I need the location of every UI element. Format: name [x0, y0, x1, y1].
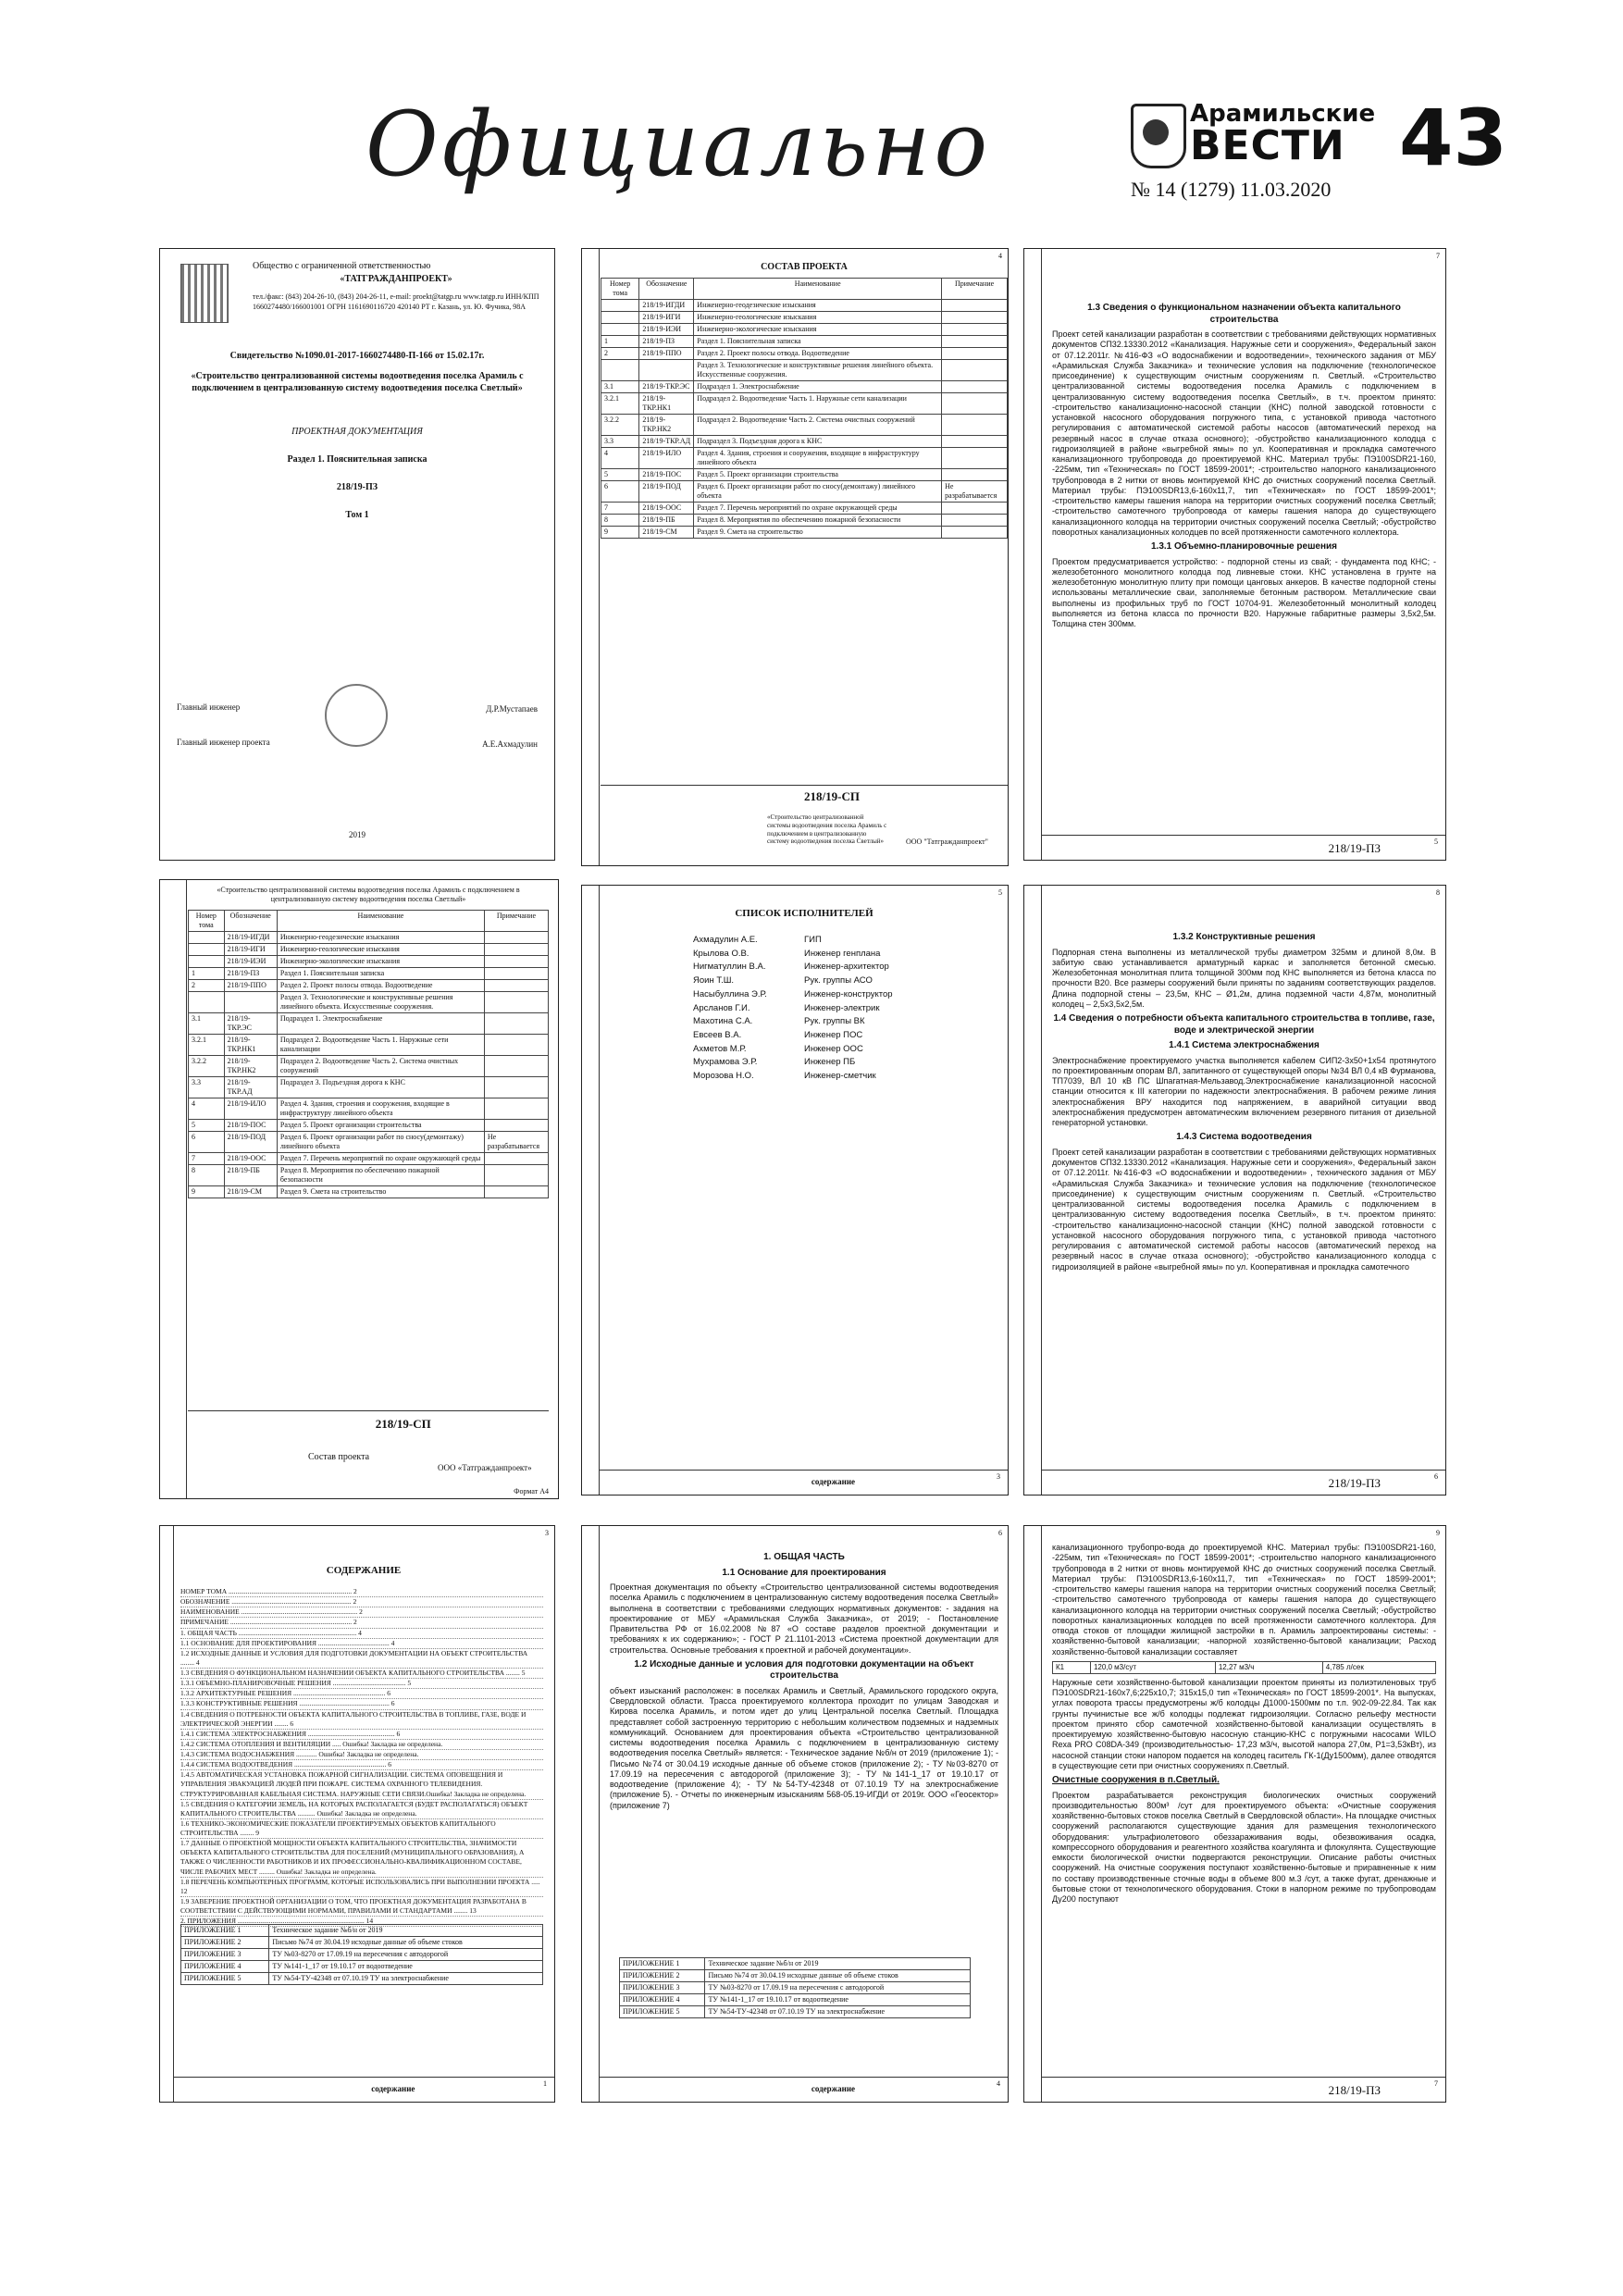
table-cell: 12,27 м3/ч [1215, 1661, 1322, 1673]
table-row [601, 323, 1008, 335]
table-cell [484, 1120, 548, 1132]
newspaper-header [0, 0, 1623, 222]
table-cell: Техническое задание №б/н от 2019 [269, 1925, 543, 1937]
table-cell [484, 1186, 548, 1198]
table-cell: Не разрабатывается [484, 1132, 548, 1153]
table-cell: Инженерно-геологические изыскания [277, 944, 484, 956]
table-cell [942, 468, 1008, 480]
table-row [620, 2006, 971, 2018]
toc-item: 1.1 ОСНОВАНИЕ ДЛЯ ПРОЕКТИРОВАНИЯ ......................................... 4 [180, 1639, 543, 1649]
table-cell: 218/19-СМ [639, 526, 694, 538]
title-block: 218/19-ПЗ 5 [1041, 835, 1445, 860]
sheet-functional-purpose: 7 1.3 Сведения о функциональном назначении объекта капитального строительства Проект сетей канализации разработан в соответствии с требованиями действующих нормативных документов СП32.13330.2012 «Канализация. Наружные сети и сооружения», Федеральный закон от 07.12.2011г. №416-ФЗ «О водоснабжении и водоотведении», технического задания от МБУ «Арамильская Служба Заказчика» и технические условия на подключение (технологическое присоединение) к существующим очистным сооружениям п. Светлый. «Строительство централизованной системы водоотведения поселка Арамиль с подключением в централизованную систему водоотведения поселка Светлый», в т.ч. проектом принято: -строительство канализационно-насосной станции (КНС) полной заводской готовности с установкой насосного оборудования погружного типа, с установкой привода частотного регулирования с автоматической системой работы насосов (автоматический переход на резервный насос в случае отказа основного); -обустройство канализационного колодца с гидроизоляцией в районе «выгребной ямы» по ул. Кооперативная и прокладка самотечного канализационного трубопровода до проектируемой КНС. Материал трубы: ПЭ100SDR21-160, -225мм, тип «Техническая» по ГОСТ 18599-2001*; -строительство напорного канализационного трубопровода в 2 нитки от вновь монтируемой КНС до очистных сооружений поселка Светлый. Материал трубы: ПЭ100SDR13,6-160х11,7, тип «Техническая» по ГОСТ 18599-2001*; -строительство камеры гашения напора на территории очистных сооружений поселка Светлый; -строительство самотечного трубопровода от камеры гашения напора до существующего канализационного колодца на территории очистных сооружений поселка Светлый; -обустройство поворотных канализационных колодцев по всей протяженности самотечного коллектора. 1.3.1 Объемно-планировочные решения Проектом предусматривается устройство: - подпорной стены из свай; - фундамента под КНС; - железобетонного монолитного колодца под ливневые стоки. КНС установлена в грунте на железобетонную монолитную плиту при помощи цанговых анкеров. В качестве подпорной стены использованы металлические сваи, заполняемые бетонным раствором. Металлические сваи выполнены из профильных труб по ГОСТ 10704-91. Железобетонный монолитный колодец выполняется из бетона класса по прочности В20. Наружные габаритные размеры 3,5х2,5м. Толщина стен 300мм. 218/19-ПЗ 5 [1023, 248, 1446, 861]
table-cell: Раздел 7. Перечень мероприятий по охране окружающей среды [694, 502, 942, 514]
table-row [181, 1937, 543, 1949]
table-row [189, 956, 549, 968]
sheet-composition-a4: «Строительство централизованной системы водоотведения поселка Арамиль с подключением в централизованную систему водоотведения поселка Светлый» Номер тома Обозначение Наименование Примечание 218/19-ИГДИ Инженерно-геодезические изыскания 218/19-ИГИ Инженерно-геологические изыскания 218/19-ИЭИ Инженерно-экологические изыскания 1 218/19-ПЗ Раздел 1. Пояснительная записка 2 218/19-ППО Раздел 2. Проект полосы отвода. Водоотведение Раздел 3. Технологические и конструктивные решения линейного объекта. Искусственные сооружения. 3.1 218/19-ТКР.ЭС Подраздел 1. Электроснабжение 3.2.1 218/19-ТКР.НК1 Подраздел 2. Водоотведение Часть 1. Наружные сети канализации 3.2.2 218/19-ТКР.НК2 Подраздел 2. Водоотведение Часть 2. Система очистных сооружений 3.3 218/19-ТКР.АД Подраздел 3. Подъездная дорога к КНС 4 218/19-ИЛО Раздел 4. Здания, строения и сооружения, входящие в инфраструктуру линейного объекта 5 218/19-ПОС Раздел 5. Проект организации строительства 6 218/19-ПОД Раздел 6. Проект организации работ по сносу(демонтажу) линейного объекта Не разрабатывается 7 218/19-ООС Раздел 7. Перечень мероприятий по охране окружающей среды 8 218/19-ПБ Раздел 8. Мероприятия по обеспечению пожарной безопасности 9 218/19-СМ Раздел 9. Смета на строительство 218/19-СП Состав проекта ООО «Татгражданпроект» Формат А4 [159, 879, 559, 1499]
table-cell: ПРИЛОЖЕНИЕ 5 [181, 1973, 269, 1985]
toc-item: 1.4.3 СИСТЕМА ВОДОСНАБЖЕНИЯ ............ Ошибка! Закладка не определена. [180, 1750, 543, 1760]
toc-item: НОМЕР ТОМА ....................................................................... 2 [180, 1587, 543, 1597]
toc-item: 1.3.1 ОБЪЕМНО-ПЛАНИРОВОЧНЫЕ РЕШЕНИЯ .......................................... 5 [180, 1679, 543, 1689]
table-header: Обозначение [639, 278, 694, 299]
table-cell [484, 1098, 548, 1120]
table-row [189, 968, 549, 980]
toc-item: 1.5 СВЕДЕНИЯ О КАТЕГОРИИ ЗЕМЕЛЬ, НА КОТОРЫХ РАСПОЛАГАЕТСЯ (БУДЕТ РАСПОЛАГАТЬСЯ) ОБЪЕКТ КАПИТАЛЬНОГО СТРОИТЕЛЬСТВА .......... Ошибка! Закладка не определена. [180, 1800, 543, 1819]
table-cell: 218/19-ПЗ [224, 968, 277, 980]
table-cell: Раздел 6. Проект организации работ по сносу(демонтажу) линейного объекта [694, 480, 942, 502]
toc-item: 1.4.5 АВТОМАТИЧЕСКАЯ УСТАНОВКА ПОЖАРНОЙ СИГНАЛИЗАЦИИ. СИСТЕМА ОПОВЕЩЕНИЯ И УПРАВЛЕНИЯ ЭВАКУАЦИЕЙ ЛЮДЕЙ ПРИ ПОЖАРЕ. СИСТЕМА ОХРАННОГО ТЕЛЕВИДЕНИЯ. СТРУКТУРИРОВАННАЯ КАБЕЛЬНАЯ СИСТЕМА. НАРУЖНЫЕ СЕТИ СВЯЗИ.Ошибка! Закладка не определена. [180, 1770, 543, 1799]
table-cell [189, 932, 225, 944]
table-cell: 218/19-ПОС [639, 468, 694, 480]
table-cell: ТУ №141-1_17 от 19.10.17 от водоотведение [269, 1961, 543, 1973]
table-row [601, 480, 1008, 502]
table-cell: ТУ №141-1_17 от 19.10.17 от водоотведение [705, 1994, 971, 2006]
project-name: «Строительство централизованной системы водоотведения поселка Арамиль с подключением в централизованную систему водоотведения поселка Светлый» [191, 371, 524, 393]
toc-item: 1.9 ЗАВЕРЕНИЕ ПРОЕКТНОЙ ОРГАНИЗАЦИИ О ТОМ, ЧТО ПРОЕКТНАЯ ДОКУМЕНТАЦИЯ РАЗРАБОТАНА В СООТВЕТСТВИИ С ДЕЙСТВУЮЩИМИ НОРМАМИ, ПРАВИЛАМИ И СТАНДАРТАМИ ........ 13 [180, 1897, 543, 1917]
table-cell: Раздел 1. Пояснительная записка [694, 335, 942, 347]
table-cell: Инженерно-геологические изыскания [694, 311, 942, 323]
list-item: Мухрамова Э.Р. Инженер ПБ [693, 1057, 856, 1068]
toc-item: НАИМЕНОВАНИЕ ................................................................... 2 [180, 1607, 543, 1618]
table-cell: Инженерно-геодезические изыскания [277, 932, 484, 944]
table-cell: 4,785 л/сек [1322, 1661, 1435, 1673]
table-cell: 218/19-ТКР.ЭС [639, 380, 694, 392]
table-row [620, 1994, 971, 2006]
toc-item: 1.3.2 АРХИТЕКТУРНЫЕ РЕШЕНИЯ ..................................................... 6 [180, 1689, 543, 1699]
table-cell: 3.3 [189, 1077, 225, 1098]
table-cell: 2 [189, 980, 225, 992]
table-cell: 218/19-ИЭИ [224, 956, 277, 968]
title-block: 218/19-СП «Строительство централизованной системы водоотведения поселка Арамиль с подключением в централизованную систему водоотведения поселка Светлый» ООО "Татгражданпроект" [601, 785, 1008, 865]
table-cell: Инженерно-экологические изыскания [277, 956, 484, 968]
table-cell: 7 [601, 502, 639, 514]
table-cell [484, 1056, 548, 1077]
table-cell: 8 [189, 1165, 225, 1186]
table-cell [942, 359, 1008, 380]
table-cell: Письмо №74 от 30.04.19 исходные данные об объеме стоков [269, 1937, 543, 1949]
table-row [181, 1973, 543, 1985]
table-row [189, 1056, 549, 1077]
table-cell [942, 514, 1008, 526]
table-row [620, 1970, 971, 1982]
list-item: Крылова О.В. Инженер генплана [693, 948, 881, 959]
list-item: Насыбуллина Э.Р. Инженер-конструктор [693, 988, 893, 999]
sheet-general-part: 6 1. ОБЩАЯ ЧАСТЬ 1.1 Основание для проектирования Проектная документация по объекту «Строительство централизованной системы водоотведения поселка Арамиль с подключением в централизованную систему водоотведения поселка Светлый» выполнена в соответствии с требованиями следующих нормативных документов: - задания на проектирование от МБУ «Арамильская Служба Заказчика», от 2019; - Постановление Правительства РФ от 16.02.2008 №87 «О составе разделов проектной документации и требованиях к их содержанию»; - ГОСТ Р 21.1101-2013 «Система проектной документации для строительства. Основные требования к проектной и рабочей документации». 1.2 Исходные данные и условия для подготовки документации на объект строительства объект изысканий расположен: в поселках Арамиль и Светлый, Арамильского городского округа, Свердловской области. Трасса проектируемого коллектора проходит по улицам Заводская и Кирова поселка Арамиль, и потом идет до улиц Центральной поселка Светлый. Площадка представляет собой застроенную территорию с небольшим количеством подземных и надземных коммуникаций. Основанием для проектирования объекта «Строительство централизованной системы водоотведения поселка Арамиль с подключением в централизованную систему водоотведения поселка Светлый» является: - Техническое задание №б/н от 2019 (приложение 1); - Письмо №74 от 30.04.19 исходные данные об объеме стоков (приложение 2); - ТУ №03-8270 от 17.09.19 на пересечения с автодорогой (приложение 3); - ТУ №141-1_17 от 19.10.17 от водоотведение (приложение 4); - ТУ №54-ТУ-42348 от 07.10.19 ТУ на электроснабжение (приложение 5). - Отчеты по инженерным изысканиям 568-05.19-ИГДИ от 2019г. ООО «Геосектор» (приложение 7) ПРИЛОЖЕНИЕ 1 Техническое задание №б/н от 2019 ПРИЛОЖЕНИЕ 2 Письмо №74 от 30.04.19 исходные данные об объеме стоков ПРИЛОЖЕНИЕ 3 ТУ №03-8270 от 17.09.19 на пересечения с автодорогой ПРИЛОЖЕНИЕ 4 ТУ №141-1_17 от 19.10.17 от водоотведение ПРИЛОЖЕНИЕ 5 ТУ №54-ТУ-42348 от 07.10.19 ТУ на электроснабжение содержание 4 [581, 1525, 1009, 2103]
table-cell: Подраздел 1. Электроснабжение [694, 380, 942, 392]
table-cell: 3.1 [189, 1013, 225, 1035]
table-cell: Раздел 6. Проект организации работ по сносу(демонтажу) линейного объекта [277, 1132, 484, 1153]
title-block: содержание 3 [599, 1470, 1008, 1495]
table-cell [942, 323, 1008, 335]
appendix-table [619, 1957, 971, 2018]
table-cell: 218/19-ИЭИ [639, 323, 694, 335]
table-row [601, 311, 1008, 323]
table-cell [484, 956, 548, 968]
table-row [601, 335, 1008, 347]
table-cell [601, 323, 639, 335]
table-cell: 218/19-ИГИ [224, 944, 277, 956]
table-cell [484, 932, 548, 944]
table-row [181, 1949, 543, 1961]
table-cell: 218/19-ТКР.АД [224, 1077, 277, 1098]
list-item: Яоин Т.Ш. Рук. группы АСО [693, 975, 873, 987]
table-header: Примечание [942, 278, 1008, 299]
toc-item: 1.4.4 СИСТЕМА ВОДООТВЕДЕНИЯ ..................................................... 6 [180, 1760, 543, 1770]
table-row [601, 514, 1008, 526]
table-cell [484, 1153, 548, 1165]
table-cell: Подраздел 3. Подъездная дорога к КНС [277, 1077, 484, 1098]
toc-item: 1.8 ПЕРЕЧЕНЬ КОМПЬЮТЕРНЫХ ПРОГРАММ, КОТОРЫЕ ИСПОЛЬЗОВАЛИСЬ ПРИ ВЫПОЛНЕНИИ ПРОЕКТА ..... 12 [180, 1878, 543, 1897]
table-cell: Инженерно-геодезические изыскания [694, 299, 942, 311]
table-header: Примечание [484, 911, 548, 932]
table-cell: Раздел 7. Перечень мероприятий по охране окружающей среды [277, 1153, 484, 1165]
table-cell: 1 [189, 968, 225, 980]
table-cell: Раздел 9. Смета на строительство [694, 526, 942, 538]
table-cell: ПРИЛОЖЕНИЕ 4 [181, 1961, 269, 1973]
table-cell: 218/19-ТКР.НК1 [224, 1035, 277, 1056]
table-cell: 218/19-ППО [639, 347, 694, 359]
table-header: Обозначение [224, 911, 277, 932]
table-cell: 218/19-ИЛО [224, 1098, 277, 1120]
table-cell: 218/19-ООС [639, 502, 694, 514]
table-cell [484, 1077, 548, 1098]
table-cell: 6 [189, 1132, 225, 1153]
toc-item: 2. ПРИЛОЖЕНИЯ ......................................................................... 14 [180, 1917, 543, 1927]
list-item: Нигматуллин В.А. Инженер-архитектор [693, 962, 889, 973]
table-row [189, 932, 549, 944]
sheet-title-page: Общество с ограниченной ответственностью «ТАТГРАЖДАНПРОЕКТ» тел./факс: (843) 204-26-10, (843) 204-26-11, e-mail: proekt@tatgp.ru www.tatgp.ru ИНН/КПП 1660274480/166001001 ОГРН 1161690116720 420140 РТ г. Казань, ул. Ю. Фучика, 98А Свидетельство №1090.01-2017-1660274480-П-166 от 15.02.17г. «Строительство централизованной системы водоотведения поселка Арамиль с подключением в централизованную систему водоотведения поселка Светлый» ПРОЕКТНАЯ ДОКУМЕНТАЦИЯ Раздел 1. Пояснительная записка 218/19-ПЗ Том 1 Главный инженер Д.Р.Мустапаев Главный инженер проекта А.Е.Ахмадулин 2019 [159, 248, 555, 861]
table-cell: 7 [189, 1153, 225, 1165]
table-row [189, 944, 549, 956]
table-cell: Раздел 4. Здания, строения и сооружения, входящие в инфраструктуру линейного объекта [277, 1098, 484, 1120]
sheet-executors: 5 СПИСОК ИСПОЛНИТЕЛЕЙ Ахмадулин А.Е. ГИП Крылова О.В. Инженер генплана Нигматуллин В.А. Инженер-архитектор Яоин Т.Ш. Рук. группы АСО Насыбуллина Э.Р. Инженер-конструктор Арсланов Г.И. Инженер-электрик Махотина С.А. Рук. группы ВК Евсеев В.А. Инженер ПОС Ахметов М.Р. Инженер ООС Мухрамова Э.Р. Инженер ПБ Морозова Н.О. Инженер-сметчик содержание 3 [581, 885, 1009, 1496]
executors-list [693, 934, 893, 1084]
table-cell [484, 944, 548, 956]
table-cell: ПРИЛОЖЕНИЕ 1 [181, 1925, 269, 1937]
section-title: Официально [365, 93, 992, 196]
table-cell: 218/19-ТКР.НК1 [639, 392, 694, 414]
table-cell: 218/19-СМ [224, 1186, 277, 1198]
table-cell: 1 [601, 335, 639, 347]
table-row [189, 1186, 549, 1198]
table-cell: Инженерно-экологические изыскания [694, 323, 942, 335]
table-cell: 218/19-ПОД [224, 1132, 277, 1153]
table-cell: 4 [601, 447, 639, 468]
list-item: Махотина С.А. Рук. группы ВК [693, 1016, 865, 1027]
table-header: Наименование [694, 278, 942, 299]
table-cell: Раздел 8. Мероприятия по обеспечению пожарной безопасности [277, 1165, 484, 1186]
table-cell: 218/19-ТКР.АД [639, 435, 694, 447]
toc-item: ПРИМЕЧАНИЕ ...................................................................... 2 [180, 1618, 543, 1628]
toc-item: 1.6 ТЕХНИКО-ЭКОНОМИЧЕСКИЕ ПОКАЗАТЕЛИ ПРОЕКТИРУЕМЫХ ОБЪЕКТОВ КАПИТАЛЬНОГО СТРОИТЕЛЬСТВА ........ 9 [180, 1819, 543, 1839]
table-cell: Письмо №74 от 30.04.19 исходные данные об объеме стоков [705, 1970, 971, 1982]
table-cell: 218/19-ИГИ [639, 311, 694, 323]
table-cell: ПРИЛОЖЕНИЕ 4 [620, 1994, 705, 2006]
table-cell: 8 [601, 514, 639, 526]
toc-item: 1.7 ДАННЫЕ О ПРОЕКТНОЙ МОЩНОСТИ ОБЪЕКТА КАПИТАЛЬНОГО СТРОИТЕЛЬСТВА, ЗНАЧИМОСТИ ОБЪЕКТА КАПИТАЛЬНОГО СТРОИТЕЛЬСТВА ДЛЯ ПОСЕЛЕНИЙ (МУНИЦИПАЛЬНОГО ОБРАЗОВАНИЯ), А ТАКЖЕ О ЧИСЛЕННОСТИ РАБОТНИКОВ И ИХ ПРОФЕССИОНАЛЬНО-КВАЛИФИКАЦИОННОМ СОСТАВЕ, ЧИСЛЕ РАБОЧИХ МЕСТ ......... Ошибка! Закладка не определена. [180, 1839, 543, 1878]
table-cell: Раздел 3. Технологические и конструктивные решения линейного объекта. Искусственные сооружения. [277, 992, 484, 1013]
table-cell: 5 [601, 468, 639, 480]
table-cell: Раздел 4. Здания, строения и сооружения, входящие в инфраструктуру линейного объекта [694, 447, 942, 468]
table-cell [942, 435, 1008, 447]
table-cell: Раздел 2. Проект полосы отвода. Водоотведение [277, 980, 484, 992]
table-cell: 218/19-ИГДИ [639, 299, 694, 311]
company-seal-icon [325, 684, 388, 747]
table-cell: ТУ №54-ТУ-42348 от 07.10.19 ТУ на электроснабжение [705, 2006, 971, 2018]
table-cell [942, 335, 1008, 347]
certificate: Свидетельство №1090.01-2017-1660274480-П-166 от 15.02.17г. [229, 351, 485, 361]
table-cell: 218/19-ПЗ [639, 335, 694, 347]
table-cell: 9 [601, 526, 639, 538]
table-row [189, 1165, 549, 1186]
table-cell: 218/19-ТКР.НК2 [639, 414, 694, 435]
newspaper-logo: Арамильские ВЕСТИ [1131, 100, 1371, 174]
table-cell: 218/19-ООС [224, 1153, 277, 1165]
table-cell: Подраздел 3. Подъездная дорога к КНС [694, 435, 942, 447]
list-item: Ахметов М.Р. Инженер ООС [693, 1043, 863, 1054]
table-row [189, 980, 549, 992]
table-cell: Подраздел 1. Электроснабжение [277, 1013, 484, 1035]
title-block: 218/19-СП Состав проекта ООО «Татгражданпроект» [188, 1410, 549, 1485]
table-cell: К1 [1053, 1661, 1091, 1673]
table-cell: ПРИЛОЖЕНИЕ 3 [181, 1949, 269, 1961]
table-cell [189, 944, 225, 956]
title-block: 218/19-ПЗ 7 [1041, 2077, 1445, 2102]
table-cell [484, 1035, 548, 1056]
table-row [601, 435, 1008, 447]
table-cell [942, 347, 1008, 359]
table-cell: ТУ №03-8270 от 17.09.19 на пересечения с автодорогой [705, 1982, 971, 1994]
toc-item: 1.3 СВЕДЕНИЯ О ФУНКЦИОНАЛЬНОМ НАЗНАЧЕНИИ ОБЪЕКТА КАПИТАЛЬНОГО СТРОИТЕЛЬСТВА ........ 5 [180, 1669, 543, 1679]
table-cell: 218/19-ПОД [639, 480, 694, 502]
table-cell: Раздел 9. Смета на строительство [277, 1186, 484, 1198]
list-item: Арсланов Г.И. Инженер-электрик [693, 1002, 880, 1013]
list-item: Морозова Н.О. Инженер-сметчик [693, 1071, 876, 1082]
table-cell: Раздел 8. Мероприятия по обеспечению пожарной безопасности [694, 514, 942, 526]
table-row [189, 1098, 549, 1120]
sheet-contents: 3 СОДЕРЖАНИЕ НОМЕР ТОМА ....................................................................... 2 ОБОЗНАЧЕНИЕ ..................................................................... 2 НАИМЕНОВАНИЕ ................................................................... 2 ПРИМЕЧАНИЕ ...................................................................... 2 1. ОБЩАЯ ЧАСТЬ .................................................................... 4 1.1 ОСНОВАНИЕ ДЛЯ ПРОЕКТИРОВАНИЯ ......................................... 4 1.2 ИСХОДНЫЕ ДАННЫЕ И УСЛОВИЯ ДЛЯ ПОДГОТОВКИ ДОКУМЕНТАЦИИ НА ОБЪЕКТ СТРОИТЕЛЬСТВА ........ 4 1.3 СВЕДЕНИЯ О ФУНКЦИОНАЛЬНОМ НАЗНАЧЕНИИ ОБЪЕКТА КАПИТАЛЬНОГО СТРОИТЕЛЬСТВА ........ 5 1.3.1 ОБЪЕМНО-ПЛАНИРОВОЧНЫЕ РЕШЕНИЯ .......................................... 5 1.3.2 АРХИТЕКТУРНЫЕ РЕШЕНИЯ ..................................................... 6 1.3.3 КОНСТРУКТИВНЫЕ РЕШЕНИЯ .................................................... 6 1.4 СВЕДЕНИЯ О ПОТРЕБНОСТИ ОБЪЕКТА КАПИТАЛЬНОГО СТРОИТЕЛЬСТВА В ТОПЛИВЕ, ГАЗЕ, ВОДЕ И ЭЛЕКТРИЧЕСКОЙ ЭНЕРГИИ ........ 6 1.4.1 СИСТЕМА ЭЛЕКТРОСНАБЖЕНИЯ .................................................. 6 1.4.2 СИСТЕМА ОТОПЛЕНИЯ И ВЕНТИЛЯЦИИ ..... Ошибка! Закладка не определена. 1.4.3 СИСТЕМА ВОДОСНАБЖЕНИЯ ............ Ошибка! Закладка не определена. 1.4.4 СИСТЕМА ВОДООТВЕДЕНИЯ ..................................................... 6 1.4.5 АВТОМАТИЧЕСКАЯ УСТАНОВКА ПОЖАРНОЙ СИГНАЛИЗАЦИИ. СИСТЕМА ОПОВЕЩЕНИЯ И УПРАВЛЕНИЯ ЭВАКУАЦИЕЙ ЛЮДЕЙ ПРИ ПОЖАРЕ. СИСТЕМА ОХРАННОГО ТЕЛЕВИДЕНИЯ. СТРУКТУРИРОВАННАЯ КАБЕЛЬНАЯ СИСТЕМА. НАРУЖНЫЕ СЕТИ СВЯЗИ.Ошибка! Закладка не определена. 1.5 СВЕДЕНИЯ О КАТЕГОРИИ ЗЕМЕЛЬ, НА КОТОРЫХ РАСПОЛАГАЕТСЯ (БУДЕТ РАСПОЛАГАТЬСЯ) ОБЪЕКТ КАПИТАЛЬНОГО СТРОИТЕЛЬСТВА .......... Ошибка! Закладка не определена. 1.6 ТЕХНИКО-ЭКОНОМИЧЕСКИЕ ПОКАЗАТЕЛИ ПРОЕКТИРУЕМЫХ ОБЪЕКТОВ КАПИТАЛЬНОГО СТРОИТЕЛЬСТВА ........ 9 1.7 ДАННЫЕ О ПРОЕКТНОЙ МОЩНОСТИ ОБЪЕКТА КАПИТАЛЬНОГО СТРОИТЕЛЬСТВА, ЗНАЧИМОСТИ ОБЪЕКТА КАПИТАЛЬНОГО СТРОИТЕЛЬСТВА ДЛЯ ПОСЕЛЕНИЙ (МУНИЦИПАЛЬНОГО ОБРАЗОВАНИЯ), А ТАКЖЕ О ЧИСЛЕННОСТИ РАБОТНИКОВ И ИХ ПРОФЕССИОНАЛЬНО-КВАЛИФИКАЦИОННОМ СОСТАВЕ, ЧИСЛЕ РАБОЧИХ МЕСТ ......... Ошибка! Закладка не определена. 1.8 ПЕРЕЧЕНЬ КОМПЬЮТЕРНЫХ ПРОГРАММ, КОТОРЫЕ ИСПОЛЬЗОВАЛИСЬ ПРИ ВЫПОЛНЕНИИ ПРОЕКТА ..... 12 1.9 ЗАВЕРЕНИЕ ПРОЕКТНОЙ ОРГАНИЗАЦИИ О ТОМ, ЧТО ПРОЕКТНАЯ ДОКУМЕНТАЦИЯ РАЗРАБОТАНА В СООТВЕТСТВИИ С ДЕЙСТВУЮЩИМИ НОРМАМИ, ПРАВИЛАМИ И СТАНДАРТАМИ ........ 13 2. ПРИЛОЖЕНИЯ ......................................................................... 14 ПРИЛОЖЕНИЕ 1 Техническое задание №б/н от 2019 ПРИЛОЖЕНИЕ 2 Письмо №74 от 30.04.19 исходные данные об объеме стоков ПРИЛОЖЕНИЕ 3 ТУ №03-8270 от 17.09.19 на пересечения с автодорогой ПРИЛОЖЕНИЕ 4 ТУ №141-1_17 от 19.10.17 от водоотведение ПРИЛОЖЕНИЕ 5 ТУ №54-ТУ-42348 от 07.10.19 ТУ на электроснабжение содержание 1 [159, 1525, 555, 2103]
table-cell: 3.1 [601, 380, 639, 392]
sheet-constructive: 8 1.3.2 Конструктивные решения Подпорная стена выполнены из металлической трубы диаметром 325мм и длиной 8,0м. В забитую сваю устанавливается арматурный каркас и заполняется бетонной смесью. Железобетонная монолитная плита толщиной 300мм под КНС выполняется из бетона класса по прочности В20. Все размеры сооружений были приняты по заданиям соответствующих разделов. Длина подпорной стены – 23,5м, КНС – Ø1,2м, длина подземной части 4,87м, монолитный колодец – 2,5х3,5х2,5м. 1.4 Сведения о потребности объекта капитального строительства в топливе, газе, воде и электрической энергии 1.4.1 Система электроснабжения Электроснабжение проектируемого участка выполняется кабелем СИП2-3х50+1х54 протянутого по проектированным опорам ВЛ, запитанного от существующей опоры №34 ВЛ 0,4 кВ Фурманова, ТП7039, ВЛ 10 кВ ПС Шпагатная-Мельзавод.Электроснабжение канализационной насосной станции относится к III категории по надежности электроснабжения. В рабочем режиме линия электроснабжения ВРУ находится под напряжением, в аварийной ситуации ввод электроснабжения предусмотрен автоматическим включением резервного питания от дизельной генераторной установки. 1.4.3 Система водоотведения Проект сетей канализации разработан в соответствии с требованиями действующих нормативных документов СП32.13330.2012 «Канализация. Наружные сети и сооружения», Федеральный закон от 07.12.2011г. №416-ФЗ «О водоснабжении и водоотведении» , технического задания от МБУ «Арамильская Служба Заказчика» и технические условия на подключение (технологическое присоединение) к существующим очистным сооружениям п. Светлый. «Строительство централизованной системы водоотведения поселка Арамиль с подключением в централизованную систему водоотведения поселка Светлый», в т.ч. проектом принято: -строительство канализационно-насосной станции (КНС) полной заводской готовности с установкой насосного оборудования погружного типа, с установкой привода частотного регулирования с автоматической системой работы насосов (автоматический переход на резервный насос в случае отказа основного); -обустройство канализационного колодца с гидроизоляцией в районе «выгребной ямы» по ул. Кооперативная и прокладка самотечного 218/19-ПЗ 6 [1023, 885, 1446, 1496]
table-row [601, 380, 1008, 392]
table-cell: 9 [189, 1186, 225, 1198]
table-row [620, 1982, 971, 1994]
table-header: Номер тома [189, 911, 225, 932]
table-cell [484, 968, 548, 980]
table-cell [601, 359, 639, 380]
table-cell: 218/19-ППО [224, 980, 277, 992]
table-cell: 3.2.1 [601, 392, 639, 414]
table-cell: 2 [601, 347, 639, 359]
table-cell: 218/19-ПБ [224, 1165, 277, 1186]
table-cell [639, 359, 694, 380]
table-cell: ПРИЛОЖЕНИЕ 2 [181, 1937, 269, 1949]
table-cell: 3.3 [601, 435, 639, 447]
sheet-sewerage: 9 канализационного трубопро-вода до проектируемой КНС. Материал трубы: ПЭ100SDR21-160, -225мм, тип «Техническая» по ГОСТ 18599-2001*; -строительство напорного канализационного трубопровода в 2 нитки от вновь монтируемой КНС до очистных сооружений поселка Светлый. Материал трубы: ПЭ100SDR13,6-160х11,7, тип «Техническая» по ГОСТ 18599-2001*; -строительство камеры гашения напора на территории очистных сооружений поселка Светлый; -строительство самотечного трубопровода от камеры гашения напора до существующего канализационного колодца на территории очистных сооружений поселка Светлый; -обустройство поворотных канализационных колодцев по всей протяженности самотечного коллектора. Для отвода стоков от площадки жилищной застройки в п. Арамиль запроектированы системы: - хозяйственно-бытовой канализации; -напорной хозяйственно-бытовой канализации; Расход хозяйственно-бытовой канализации составляет К1 120,0 м3/сут 12,27 м3/ч 4,785 л/сек Наружные сети хозяйственно-бытовой канализации проектом приняты из полиэтиленовых труб ПЭ100SDR21-160х7,6;225х10,7; 315х15,0 тип «Техническая» по ГОСТ 18599-2001*. На выпусках, углах поворота трассы предусмотрены ж/б колодцы Д1000-1500мм по т.п. 902-09-22.84. Так как грунты пучинистые все ж/б колодцы подлежат гидроизоляции. Согласно рельефу местности проектом принято сбор самотечной хозяйственно-бытовой канализации осуществлять в проектируемую хозяйственно-бытовую насосную станцию-КНС с погружными насосами WILO Rexa PRO C08DA-349 (производительностью- 17,23 м3/ч, высотой напора 27,0м, P1=3,53кВт), из насосной станции стоки напором подается на колодец гаситель ГК-1(Дy1500мм), далее отводятся в существующие сети при очистных сооружениях п.Светлый. Очистные сооружения в п.Светлый. Проектом разрабатывается реконструкция биологических очистных сооружений производительностью 800м³ /сут для проектируемого объекта: «Очистные сооружения хозяйственно-бытовых стоков поселка Светлый в Свердловской области». На площадке очистных сооружений располагаются существующие здания для размещения технологического оборудования: ультрафиолетового обеззараживания воды, обезвоживания осадка, компрессорного оборудования и реагентного хозяйства коагулянта и флокулянта. Существующие емкости биологической очистки подвергаются реконструкции. Описание работы очистных сооружений. На очистные сооружения поступают хозяйственно-бытовые и приравненные к ним по составу производственные сточные воды в объеме 800 м.3 /сут, а также фугат, дренажные и бытовые стоки от технологического оборудования. Стоки в напорном режиме по трубопроводам Ду200 поступают 218/19-ПЗ 7 [1023, 1525, 1446, 2103]
table-row [181, 1925, 543, 1937]
sheet-composition: 4 СОСТАВ ПРОЕКТА Номер тома Обозначение Наименование Примечание 218/19-ИГДИ Инженерно-геодезические изыскания 218/19-ИГИ Инженерно-геологические изыскания 218/19-ИЭИ Инженерно-экологические изыскания 1 218/19-ПЗ Раздел 1. Пояснительная записка 2 218/19-ППО Раздел 2. Проект полосы отвода. Водоотведение Раздел 3. Технологические и конструктивные решения линейного объекта. Искусственные сооружения. 3.1 218/19-ТКР.ЭС Подраздел 1. Электроснабжение 3.2.1 218/19-ТКР.НК1 Подраздел 2. Водоотведение Часть 1. Наружные сети канализации 3.2.2 218/19-ТКР.НК2 Подраздел 2. Водоотведение Часть 2. Система очистных сооружений 3.3 218/19-ТКР.АД Подраздел 3. Подъездная дорога к КНС 4 218/19-ИЛО Раздел 4. Здания, строения и сооружения, входящие в инфраструктуру линейного объекта 5 218/19-ПОС Раздел 5. Проект организации строительства 6 218/19-ПОД Раздел 6. Проект организации работ по сносу(демонтажу) линейного объекта Не разрабатывается 7 218/19-ООС Раздел 7. Перечень мероприятий по охране окружающей среды 8 218/19-ПБ Раздел 8. Мероприятия по обеспечению пожарной безопасности 9 218/19-СМ Раздел 9. Смета на строительство 218/19-СП «Строительство централизованной системы водоотведения поселка Арамиль с подключением в централизованную систему водоотведения поселка Светлый» ООО "Татгражданпроект" [581, 248, 1009, 866]
composition-table [188, 910, 549, 1198]
table-cell [601, 311, 639, 323]
table-cell: 218/19-ТКР.ЭС [224, 1013, 277, 1035]
table-cell: 120,0 м3/сут [1090, 1661, 1215, 1673]
table-cell [942, 299, 1008, 311]
table-row [601, 392, 1008, 414]
toc-item: 1.3.3 КОНСТРУКТИВНЫЕ РЕШЕНИЯ .................................................... 6 [180, 1699, 543, 1709]
table-row [189, 1120, 549, 1132]
table-cell: 218/19-ИГДИ [224, 932, 277, 944]
table-row [601, 347, 1008, 359]
table-cell: ПРИЛОЖЕНИЕ 5 [620, 2006, 705, 2018]
toc-item: ОБОЗНАЧЕНИЕ ..................................................................... 2 [180, 1597, 543, 1607]
table-row [601, 526, 1008, 538]
table-row [601, 299, 1008, 311]
table-cell [484, 1013, 548, 1035]
list-item: Евсеев В.А. Инженер ПОС [693, 1030, 863, 1041]
composition-table [601, 278, 1008, 539]
table-cell: 3.2.2 [189, 1056, 225, 1077]
table-row [601, 414, 1008, 435]
table-cell: 218/19-ТКР.НК2 [224, 1056, 277, 1077]
table-row [601, 468, 1008, 480]
table-row [601, 502, 1008, 514]
table-cell: ТУ №54-ТУ-42348 от 07.10.19 ТУ на электроснабжение [269, 1973, 543, 1985]
table-cell: Раздел 5. Проект организации строительства [694, 468, 942, 480]
appendix-table [180, 1924, 543, 1985]
toc-item: 1.4.1 СИСТЕМА ЭЛЕКТРОСНАБЖЕНИЯ .................................................. 6 [180, 1730, 543, 1740]
table-header: Номер тома [601, 278, 639, 299]
table-row [601, 359, 1008, 380]
company-logo-icon [180, 264, 229, 323]
table-cell: Техническое задание №б/н от 2019 [705, 1958, 971, 1970]
table-row [189, 992, 549, 1013]
table-cell [942, 392, 1008, 414]
list-item: Ахмадулин А.Е. ГИП [693, 935, 822, 945]
table-cell: Подраздел 2. Водоотведение Часть 2. Система очистных сооружений [277, 1056, 484, 1077]
table-cell: 4 [189, 1098, 225, 1120]
table-cell: Раздел 5. Проект организации строительства [277, 1120, 484, 1132]
table-cell: 3.2.2 [601, 414, 639, 435]
table-row [189, 1153, 549, 1165]
title-block: содержание 4 [599, 2077, 1008, 2102]
table-header: Наименование [277, 911, 484, 932]
flow-table [1052, 1661, 1436, 1674]
table-cell [484, 980, 548, 992]
table-cell [942, 447, 1008, 468]
table-of-contents [180, 1587, 543, 1927]
coat-of-arms-icon [1131, 104, 1186, 168]
title-block: содержание 1 [173, 2077, 554, 2102]
table-row [189, 1013, 549, 1035]
table-cell [224, 992, 277, 1013]
table-cell: 218/19-ИЛО [639, 447, 694, 468]
issue-info: № 14 (1279) 11.03.2020 [1131, 178, 1332, 201]
table-cell: Подраздел 2. Водоотведение Часть 1. Наружные сети канализации [694, 392, 942, 414]
table-cell: Подраздел 2. Водоотведение Часть 1. Наружные сети канализации [277, 1035, 484, 1056]
table-cell: ПРИЛОЖЕНИЕ 1 [620, 1958, 705, 1970]
toc-item: 1.4.2 СИСТЕМА ОТОПЛЕНИЯ И ВЕНТИЛЯЦИИ ..... Ошибка! Закладка не определена. [180, 1740, 543, 1750]
page-number: 43 [1399, 93, 1507, 183]
table-row [620, 1958, 971, 1970]
table-cell: 218/19-ПБ [639, 514, 694, 526]
table-cell: Подраздел 2. Водоотведение Часть 2. Система очистных сооружений [694, 414, 942, 435]
table-cell [942, 414, 1008, 435]
title-block: 218/19-ПЗ 6 [1041, 1470, 1445, 1495]
toc-item: 1.4 СВЕДЕНИЯ О ПОТРЕБНОСТИ ОБЪЕКТА КАПИТАЛЬНОГО СТРОИТЕЛЬСТВА В ТОПЛИВЕ, ГАЗЕ, ВОДЕ И ЭЛЕКТРИЧЕСКОЙ ЭНЕРГИИ ........ 6 [180, 1710, 543, 1730]
table-cell: 5 [189, 1120, 225, 1132]
table-cell [942, 380, 1008, 392]
table-cell [189, 956, 225, 968]
toc-item: 1.2 ИСХОДНЫЕ ДАННЫЕ И УСЛОВИЯ ДЛЯ ПОДГОТОВКИ ДОКУМЕНТАЦИИ НА ОБЪЕКТ СТРОИТЕЛЬСТВА ........ 4 [180, 1649, 543, 1669]
table-row [181, 1961, 543, 1973]
table-row [189, 1035, 549, 1056]
table-cell: Раздел 2. Проект полосы отвода. Водоотведение [694, 347, 942, 359]
table-cell: ПРИЛОЖЕНИЕ 2 [620, 1970, 705, 1982]
table-cell [942, 311, 1008, 323]
table-cell: 218/19-ПОС [224, 1120, 277, 1132]
table-cell [484, 992, 548, 1013]
table-cell: 3.2.1 [189, 1035, 225, 1056]
table-cell: ПРИЛОЖЕНИЕ 3 [620, 1982, 705, 1994]
toc-item: 1. ОБЩАЯ ЧАСТЬ .................................................................... 4 [180, 1629, 543, 1639]
table-cell [189, 992, 225, 1013]
table-cell: Не разрабатывается [942, 480, 1008, 502]
table-row [189, 1077, 549, 1098]
table-cell [942, 526, 1008, 538]
table-cell [942, 502, 1008, 514]
table-cell [484, 1165, 548, 1186]
table-row [601, 447, 1008, 468]
table-cell: Раздел 1. Пояснительная записка [277, 968, 484, 980]
table-cell: ТУ №03-8270 от 17.09.19 на пересечения с автодорогой [269, 1949, 543, 1961]
table-cell: 6 [601, 480, 639, 502]
table-cell [601, 299, 639, 311]
table-cell: Раздел 3. Технологические и конструктивные решения линейного объекта. Искусственные сооружения. [694, 359, 942, 380]
table-row [189, 1132, 549, 1153]
